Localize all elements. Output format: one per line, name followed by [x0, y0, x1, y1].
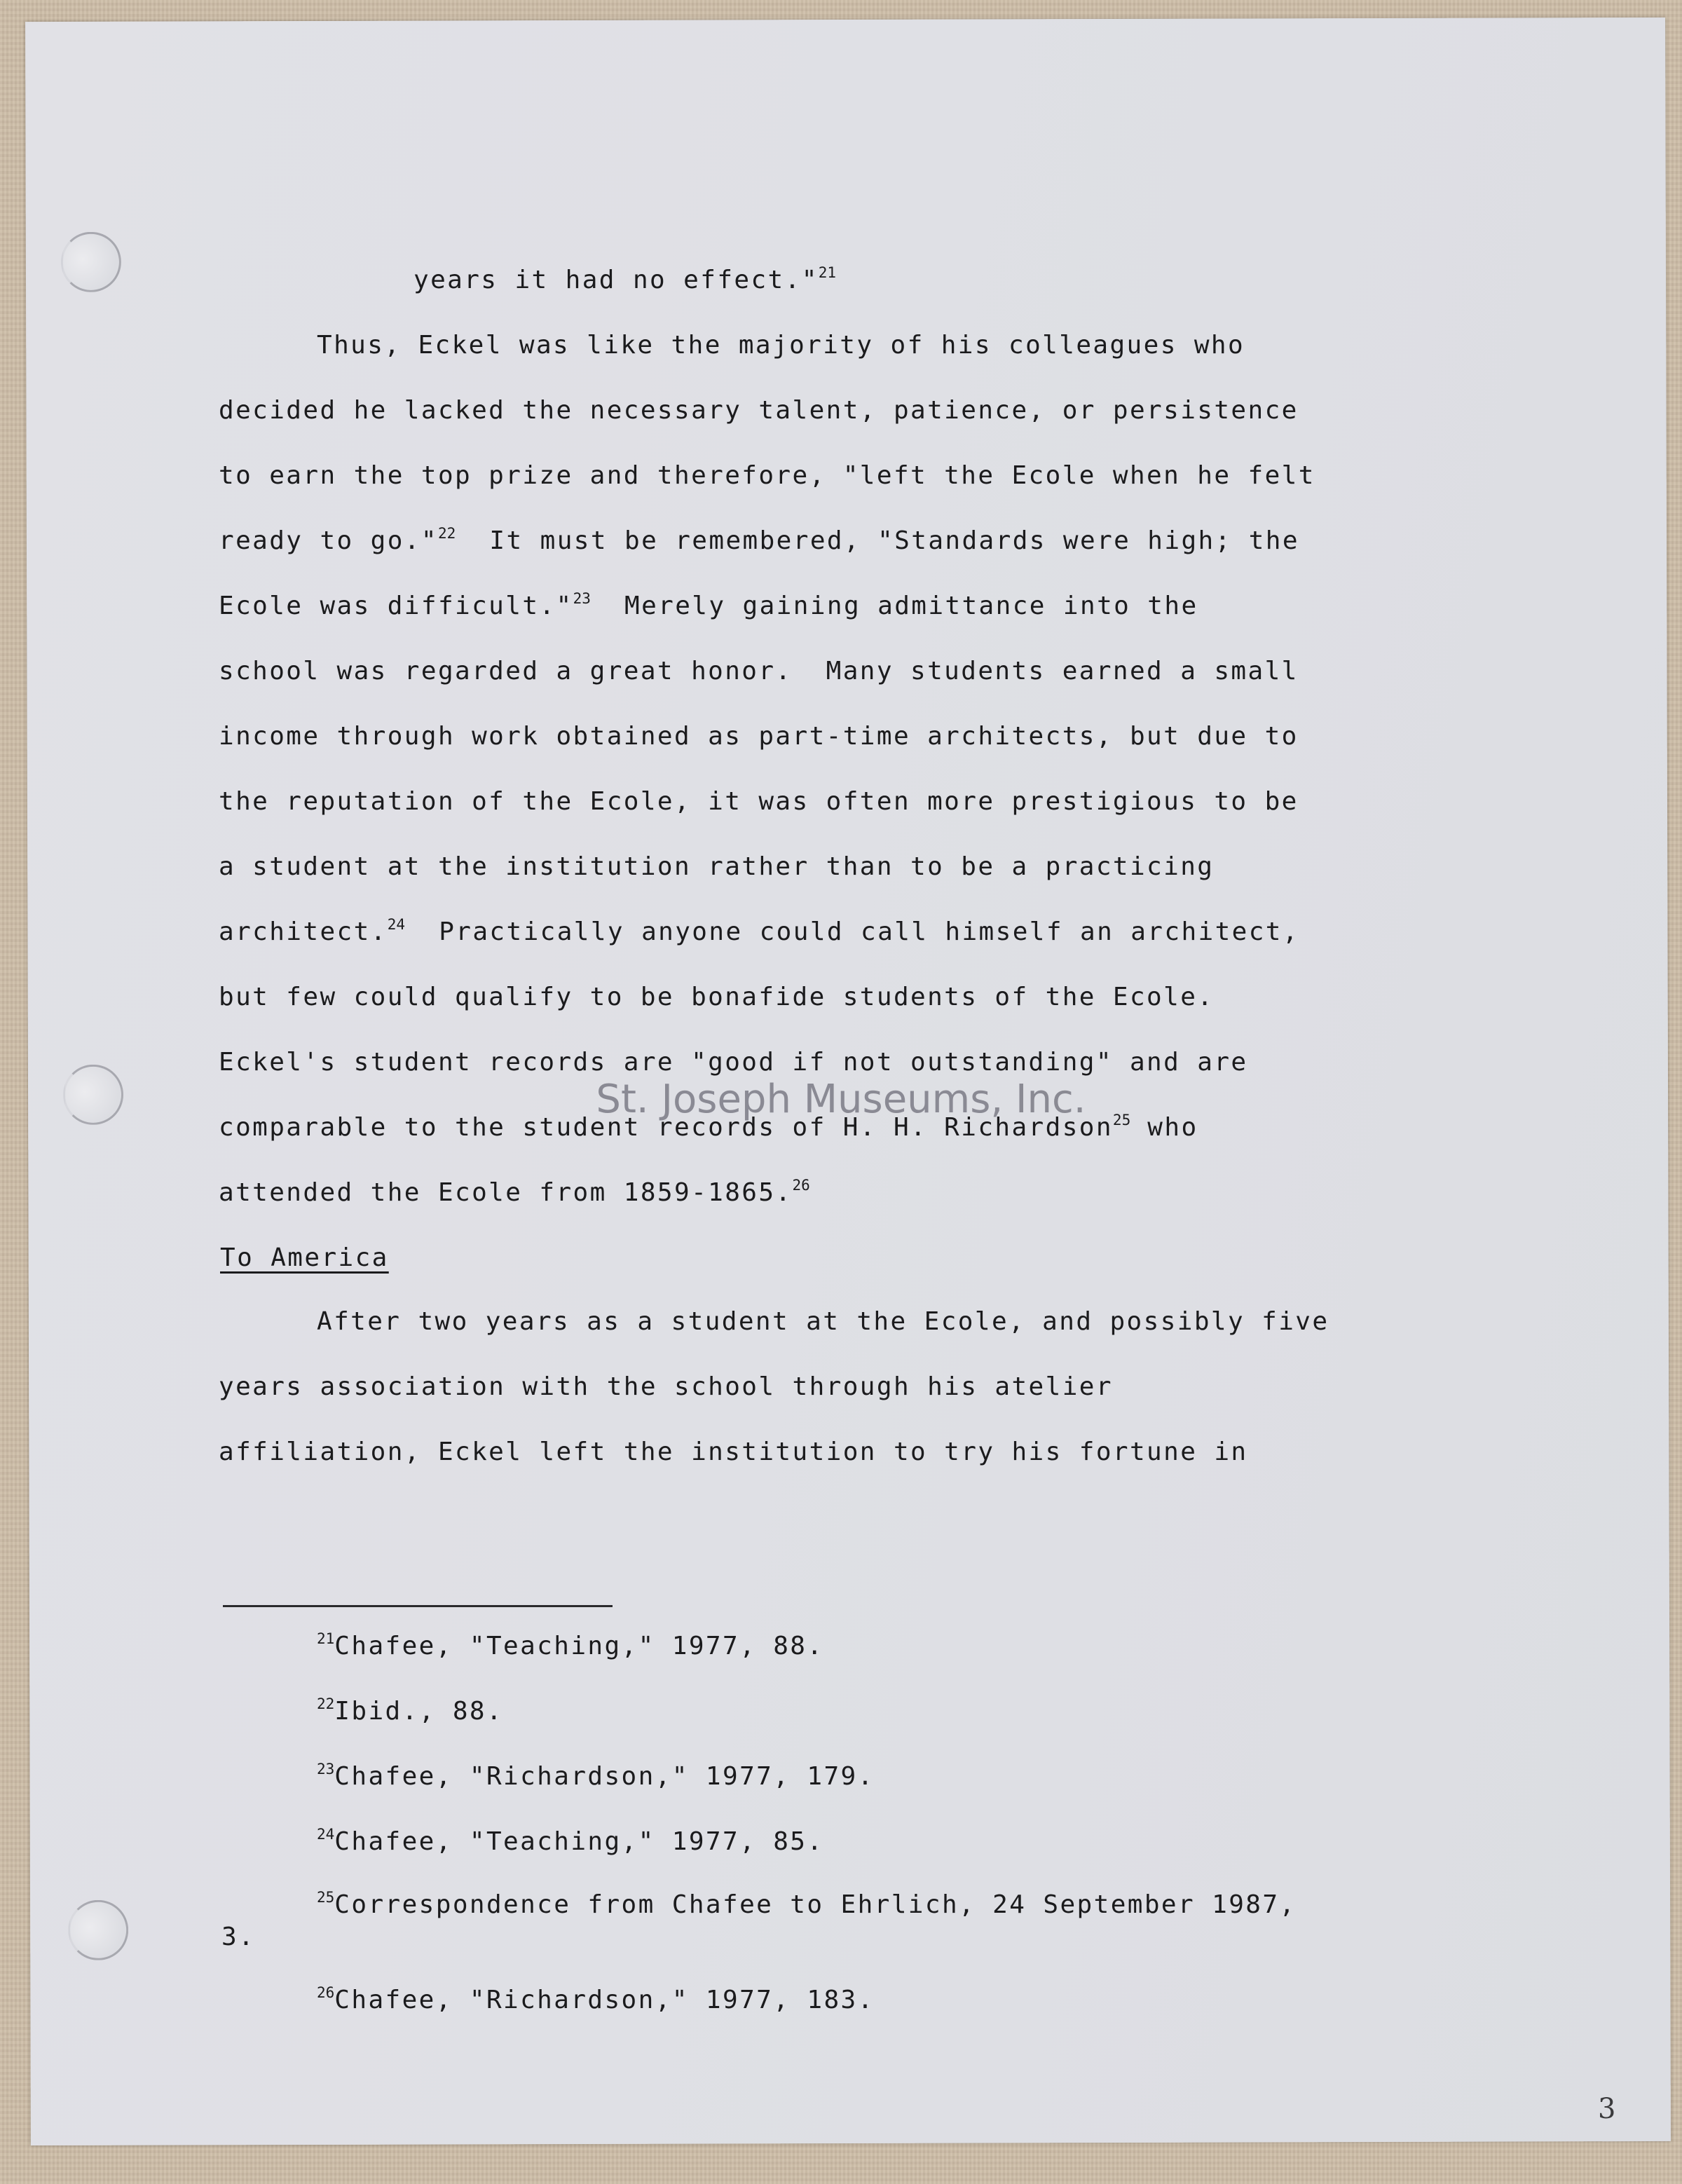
footnote-25: $^{25}$Correspondence from Chafee to Ehrlich, 24 September 1987, — [317, 1889, 1297, 1919]
footnote-23: $^{23}$Chafee, "Richardson," 1977, 179. — [317, 1761, 875, 1791]
footnote-separator — [223, 1605, 613, 1607]
body-line-11: architect.$^{24}$ Practically anyone could call himself an architect, — [219, 916, 1299, 946]
section-line-1: After two years as a student at the Ecole, and possibly five — [317, 1307, 1329, 1336]
footnote-21: $^{21}$Chafee, "Teaching," 1977, 88. — [317, 1630, 824, 1660]
body-line-8: income through work obtained as part-time architects, but due to — [219, 722, 1299, 751]
footnote-ref-26: 26 — [792, 1177, 810, 1194]
body-line-12: but few could qualify to be bonafide students of the Ecole. — [219, 983, 1215, 1011]
body-line-9: the reputation of the Ecole, it was often more prestigious to be — [219, 787, 1299, 816]
body-line-5: ready to go."$^{22}$ It must be remembered, "Standards were high; the — [219, 525, 1299, 555]
section-heading: To America — [220, 1243, 389, 1272]
footnote-ref-23: 23 — [573, 590, 591, 607]
body-line-13: Eckel's student records are "good if not outstanding" and are — [219, 1048, 1248, 1077]
body-line-4: to earn the top prize and therefore, "left the Ecole when he felt — [219, 461, 1315, 490]
body-line-1: years it had no effect."$^{21}$ — [413, 264, 837, 294]
body-line-14: comparable to the student records of H. H. Richardson$^{25}$ who — [219, 1112, 1198, 1142]
footnote-ref-25: 25 — [1112, 1112, 1131, 1128]
footnote-24: $^{24}$Chafee, "Teaching," 1977, 85. — [317, 1826, 824, 1856]
section-line-3: affiliation, Eckel left the institution to try his fortune in — [219, 1438, 1248, 1466]
body-line-15: attended the Ecole from 1859-1865.26 — [219, 1177, 810, 1207]
punch-hole-top — [61, 232, 121, 292]
body-line-10: a student at the institution rather than to be a practicing — [219, 852, 1215, 881]
section-line-2: years association with the school through his atelier — [219, 1372, 1113, 1401]
body-line-2: Thus, Eckel was like the majority of his colleagues who — [317, 331, 1245, 360]
body-line-6: Ecole was difficult."$^{23}$ Merely gaining admittance into the — [219, 590, 1198, 620]
body-line-3: decided he lacked the necessary talent, patience, or persistence — [219, 396, 1299, 425]
body-line-7: school was regarded a great honor. Many students earned a small — [219, 657, 1299, 685]
footnote-ref-21: 21 — [818, 264, 837, 281]
footnote-22: $^{22}$Ibid., 88. — [317, 1695, 504, 1726]
footnote-ref-22: 22 — [437, 525, 456, 542]
footnote-ref-24: 24 — [387, 916, 406, 933]
footnote-25-continuation: 3. — [221, 1923, 256, 1951]
page-number: 3 — [1598, 2093, 1616, 2125]
punch-hole-bottom — [68, 1900, 128, 1960]
footnote-26: $^{26}$Chafee, "Richardson," 1977, 183. — [317, 1984, 875, 2014]
watermark: St. Joseph Museums, Inc. — [596, 1077, 1086, 1122]
